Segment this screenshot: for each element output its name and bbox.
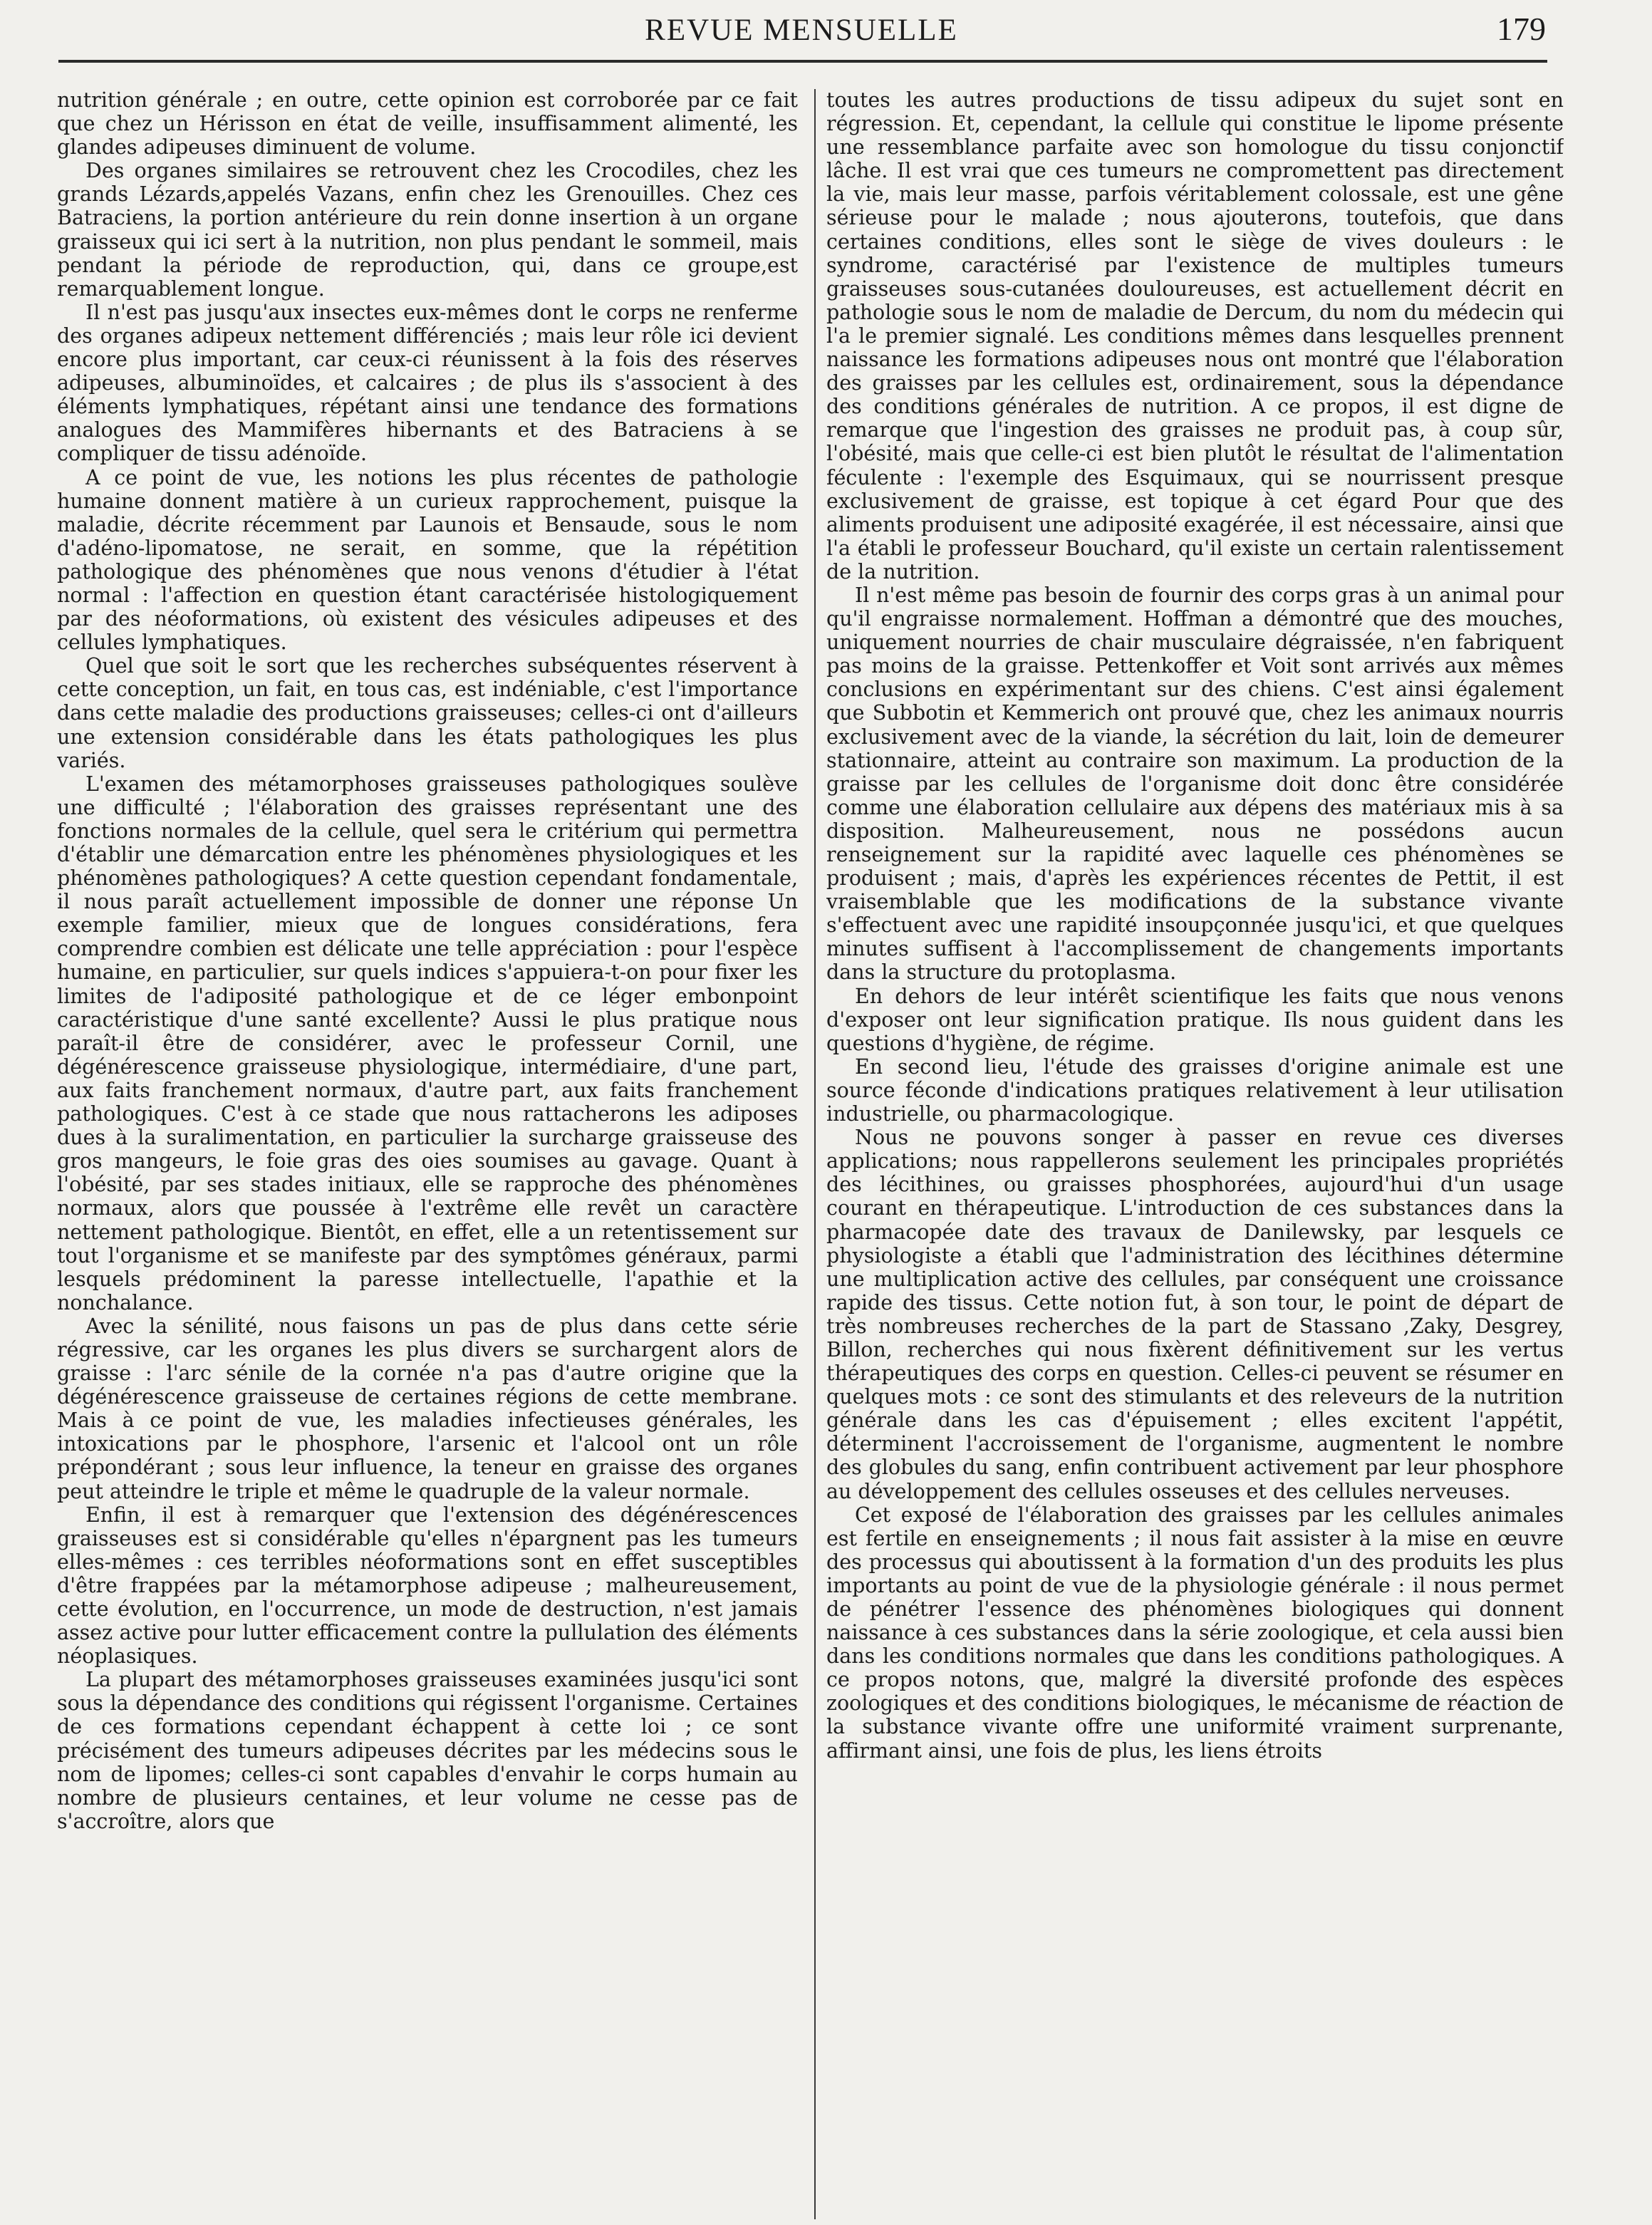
header-rule [58, 60, 1547, 63]
column-divider [814, 89, 816, 2219]
paragraph: Nous ne pouvons songer à passer en revue ces diverses applications; nous rappellerons seulement les principales propriétés des lécithines, ou graisses phosphorées, aujourd'hui d'un usage courant en thérapeutique. L'introduction de ces substances dans la pharmacopée date des travaux de Danilewsky, par lesquels ce physiologiste a établi que l'administration des lécithines détermine une multiplication active des cellules, par conséquent une croissance rapide des tissus. Cette notion fut, à son tour, le point de départ de très nombreuses recherches de la part de Stassano ,Zaky, Desgrey, Billon, recherches qui nous fixèrent définitivement sur les vertus thérapeutiques des corps en question. Celles-ci peuvent se résumer en quelques mots : ce sont des stimulants et des releveurs de la nutrition générale dans les cas d'épuisement ; elles excitent l'appétit, déterminent l'accroissement de l'organisme, augmentent le nombre des globules du sang, enfin contribuent activement par leur phosphore au développement des cellules osseuses et des cellules nerveuses. [826, 1126, 1564, 1503]
paragraph: A ce point de vue, les notions les plus récentes de pathologie humaine donnent matière à un curieux rapprochement, puisque la maladie, décrite récemment par Launois et Bensaude, sous le nom d'adéno-lipomatose, ne serait, en somme, que la répétition pathologique des phénomènes que nous venons d'étudier à l'état normal : l'affection en question étant caractérisée histologiquement par des néoformations, où existent des vésicules adipeuses et des cellules lymphatiques. [57, 465, 798, 655]
left-column [57, 88, 798, 2219]
paragraph: nutrition générale ; en outre, cette opinion est corroborée par ce fait que chez un Hérisson en état de veille, insuffisamment alimenté, les glandes adipeuses diminuent de volume. [57, 88, 798, 160]
paragraph: Cet exposé de l'élaboration des graisses par les cellules animales est fertile en enseignements ; il nous fait assister à la mise en œuvre des processus qui aboutissent à la formation d'un des produits les plus importants au point de vue de la physiologie générale : il nous permet de pénétrer l'essence des phénomènes biologiques qui donnent naissance à ces substances dans la série zoologique, et cela aussi bien dans les conditions normales que dans les conditions pathologiques. A ce propos notons, que, malgré la diversité profonde des espèces zoologiques et des conditions biologiques, le mécanisme de réaction de la substance vivante offre une uniformité vraiment surprenante, affirmant ainsi, une fois de plus, les liens étroits [826, 1503, 1564, 1763]
page-number: 179 [1497, 11, 1546, 47]
running-header [57, 6, 1546, 56]
paragraph: Il n'est pas jusqu'aux insectes eux-mêmes dont le corps ne renferme des organes adipeux nettement différenciés ; mais leur rôle ici devient encore plus important, car ceux-ci réunissent à la fois des réserves adipeuses, albuminoïdes, et calcaires ; de plus ils s'associent à des éléments lymphatiques, répétant ainsi une tendance des formations analogues des Mammifères hibernants et des Batraciens à se compliquer de tissu adénoïde. [57, 300, 798, 466]
paragraph: En dehors de leur intérêt scientifique les faits que nous venons d'exposer ont leur signification pratique. Ils nous guident dans les questions d'hygiène, de régime. [826, 984, 1564, 1055]
paragraph: En second lieu, l'étude des graisses d'origine animale est une source féconde d'indications pratiques relativement à leur utilisation industrielle, ou pharmacologique. [826, 1054, 1564, 1126]
paragraph: La plupart des métamorphoses graisseuses examinées jusqu'ici sont sous la dépendance des conditions qui régissent l'organisme. Certaines de ces formations cependant échappent à cette loi ; ce sont précisément des tumeurs adipeuses décrites par les médecins sous le nom de lipomes; celles-ci sont capables d'envahir le corps humain au nombre de plusieurs centaines, et leur volume ne cesse pas de s'accroître, alors que [57, 1668, 798, 1833]
paragraph: Avec la sénilité, nous faisons un pas de plus dans cette série régressive, car les organes les plus divers se surchargent alors de graisse : l'arc sénile de la cornée n'a pas d'autre origine que la dégénérescence graisseuse de certaines régions de cette membrane. Mais à ce point de vue, les maladies infectieuses générales, les intoxications par le phosphore, l'arsenic et l'alcool ont un rôle prépondérant ; sous leur influence, la teneur en graisse des organes peut atteindre le triple et même le quadruple de la valeur normale. [57, 1314, 798, 1503]
paragraph: toutes les autres productions de tissu adipeux du sujet sont en régression. Et, cependant, la cellule qui constitue le lipome présente une ressemblance parfaite avec son homologue du tissu conjonctif lâche. Il est vrai que ces tumeurs ne compromettent pas directement la vie, mais leur masse, parfois véritablement colossale, est une gêne sérieuse pour le malade ; nous ajouterons, toutefois, que dans certaines conditions, elles sont le siège de vives douleurs : le syndrome, caractérisé par l'existence de multiples tumeurs graisseuses sous-cutanées douloureuses, est actuellement décrit en pathologie sous le nom de maladie de Dercum, du nom du médecin qui l'a le premier signalé. Les conditions mêmes dans lesquelles prennent naissance les formations adipeuses nous ont montré que l'élaboration des graisses par les cellules est, ordinairement, sous la dépendance des conditions générales de nutrition. A ce propos, il est digne de remarque que l'ingestion des graisses ne produit pas, à coup sûr, l'obésité, mais que celle-ci est bien plutôt le résultat de l'alimentation féculente : l'exemple des Esquimaux, qui se nourrissent presque exclusivement de graisse, est topique à cet égard Pour que des aliments produisent une adiposité exagérée, il est nécessaire, ainsi que l'a établi le professeur Bouchard, qu'il existe un certain ralentissement de la nutrition. [826, 88, 1564, 584]
right-column [826, 88, 1564, 2219]
paragraph: Des organes similaires se retrouvent chez les Crocodiles, chez les grands Lézards,appelés Vazans, enfin chez les Grenouilles. Chez ces Batraciens, la portion antérieure du rein donne insertion à un organe graisseux qui ici sert à la nutrition, non plus pendant le sommeil, mais pendant la période de reproduction, qui, dans ce groupe,est remarquablement longue. [57, 159, 798, 301]
paragraph: Enfin, il est à remarquer que l'extension des dégénérescences graisseuses est si considérable qu'elles n'épargnent pas les tumeurs elles-mêmes : ces terribles néoformations sont en effet susceptibles d'être frappées par la métamorphose adipeuse ; malheureusement, cette évolution, en l'occurrence, un mode de destruction, n'est jamais assez active pour lutter efficacement contre la pullulation des éléments néoplasiques. [57, 1503, 798, 1669]
paragraph: Il n'est même pas besoin de fournir des corps gras à un animal pour qu'il engraisse normalement. Hoffman a démontré que des mouches, uniquement nourries de chair musculaire dégraissée, n'en fabriquent pas moins de la graisse. Pettenkoffer et Voit sont arrivés aux mêmes conclusions en expérimentant sur des chiens. C'est ainsi également que Subbotin et Kemmerich ont prouvé que, chez les animaux nourris exclusivement avec de la viande, la sécrétion du lait, loin de demeurer stationnaire, atteint au contraire son maximum. La production de la graisse par les cellules de l'organisme doit donc être considérée comme une élaboration cellulaire aux dépens des matériaux mis à sa disposition. Malheureusement, nous ne possédons aucun renseignement sur la rapidité avec laquelle ces phénomènes se produisent ; mais, d'après les expériences récentes de Pettit, il est vraisemblable que les modifications de la substance vivante s'effectuent avec une rapidité insoupçonnée jusqu'ici, et que quelques minutes suffisent à l'accomplissement de changements importants dans la structure du protoplasma. [826, 583, 1564, 985]
journal-title: REVUE MENSUELLE [645, 14, 958, 47]
paragraph: Quel que soit le sort que les recherches subséquentes réservent à cette conception, un fait, en tous cas, est indéniable, c'est l'importance dans cette maladie des productions graisseuses; celles-ci ont d'ailleurs une extension considérable dans les états pathologiques les plus variés. [57, 654, 798, 772]
paragraph: L'examen des métamorphoses graisseuses pathologiques soulève une difficulté ; l'élaboration des graisses représentant une des fonctions normales de la cellule, quel sera le critérium qui permettra d'établir une démarcation entre les phénomènes physiologiques et les phénomènes pathologiques? A cette question cependant fondamentale, il nous paraît actuellement impossible de donner une réponse Un exemple familier, mieux que de longues considérations, fera comprendre combien est délicate une telle appréciation : pour l'espèce humaine, en particulier, sur quels indices s'appuiera-t-on pour fixer les limites de l'adiposité pathologique et de ce léger embonpoint caractéristique d'une santé excellente? Aussi le plus pratique nous paraît-il être de considérer, avec le professeur Cornil, une dégénérescence graisseuse physiologique, intermédiaire, d'une part, aux faits franchement normaux, d'autre part, aux faits franchement pathologiques. C'est à ce stade que nous rattacherons les adiposes dues à la suralimentation, en particulier la surcharge graisseuse des gros mangeurs, le foie gras des oies soumises au gavage. Quant à l'obésité, par ses stades initiaux, elle se rapproche des phénomènes normaux, alors que poussée à l'extrême elle revêt un caractère nettement pathologique. Bientôt, en effet, elle a un retentissement sur tout l'organisme et se manifeste par des symptômes généraux, parmi lesquels prédominent la paresse intellectuelle, l'apathie et la nonchalance. [57, 772, 798, 1314]
